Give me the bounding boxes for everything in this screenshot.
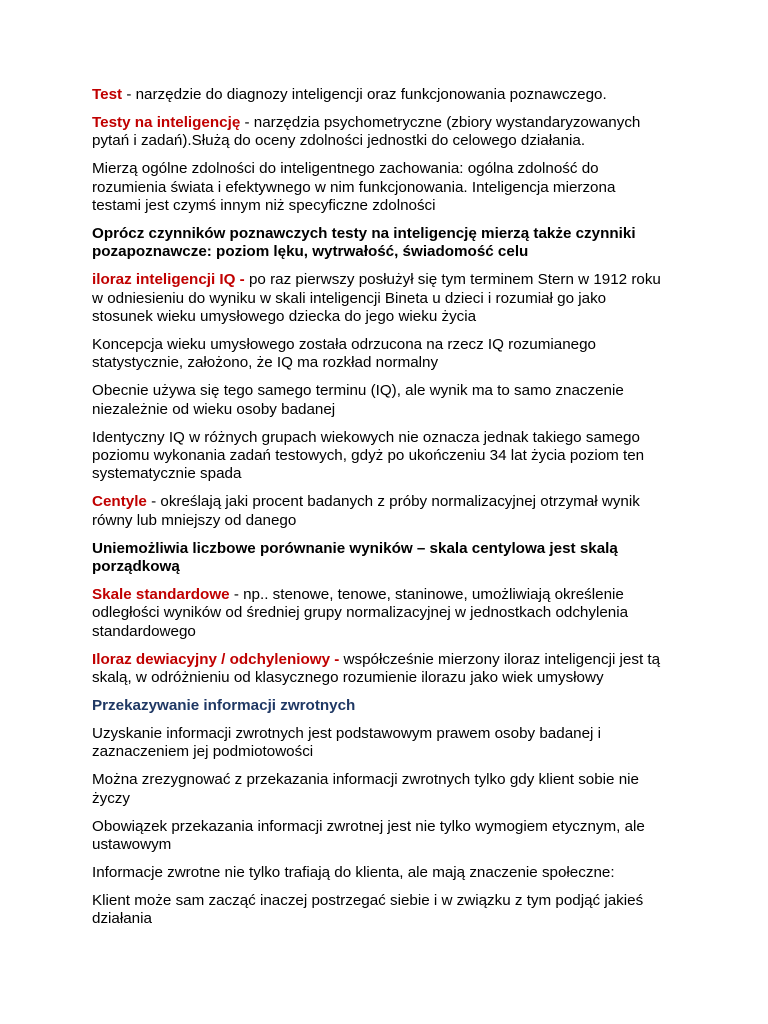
section-heading-feedback: Przekazywanie informacji zwrotnych <box>92 696 356 714</box>
paragraph-line: systematycznie spada <box>92 465 242 483</box>
paragraph-line: ustawowym <box>92 835 172 853</box>
paragraph-noncognitive-factors <box>92 225 692 262</box>
paragraph-line: Obowiązek przekazania informacji zwrotnej jest nie tylko wymogiem etycznym, ale <box>92 817 645 835</box>
paragraph-iq <box>92 271 692 326</box>
term-deviation-iq: Iloraz dewiacyjny / odchyleniowy - <box>92 650 340 668</box>
paragraph-line: Mierzą ogólne zdolności do inteligentnego zachowania: ogólna zdolność do <box>92 160 599 178</box>
paragraph-percentiles <box>92 493 692 530</box>
paragraph-line: poziomu wykonania zadań testowych, gdyż po ukończeniu 34 lat życia poziom ten <box>92 447 645 464</box>
term-intelligence-tests: Testy na inteligencję <box>92 113 241 131</box>
paragraph-client-perception <box>92 892 692 929</box>
paragraph-line: porządkową <box>92 558 180 576</box>
paragraph-line: skalą, w odróżnieniu od klasycznego rozumienie ilorazu jako wiek umysłowy <box>92 669 604 687</box>
paragraph-test-definition <box>92 86 692 104</box>
paragraph-feedback-obligation <box>92 818 692 855</box>
paragraph-feedback-social <box>92 864 692 882</box>
paragraph-identical-iq <box>92 429 692 484</box>
paragraph-line: odległości wyników od średniej grupy normalizacyjnej w jednostkach odchylenia <box>92 604 629 622</box>
paragraph-line: Uniemożliwia liczbowe porównanie wyników – skala centylowa jest skalą <box>92 539 618 557</box>
document-page <box>92 86 692 938</box>
paragraph-line: Identyczny IQ w różnych grupach wiekowych nie oznacza jednak takiego samego <box>92 428 640 446</box>
term-iq: iloraz inteligencji IQ - <box>92 271 245 289</box>
paragraph-line: - określają jaki procent badanych z próby normalizacyjnej otrzymał wynik <box>146 493 640 511</box>
paragraph-line: Oprócz czynników poznawczych testy na inteligencję mierzą także czynniki <box>92 224 636 242</box>
term-percentiles: Centyle <box>92 493 147 511</box>
paragraph-line: Informacje zwrotne nie tylko trafiają do klienta, ale mają znaczenie społeczne: <box>92 863 615 881</box>
paragraph-line: niezależnie od wieku osoby badanej <box>92 400 336 418</box>
paragraph-line: statystycznie, założono, że IQ ma rozkład normalny <box>92 354 439 372</box>
paragraph-standard-scales <box>92 586 692 641</box>
paragraph-line: - np.. stenowe, tenowe, staninowe, umożliwiają określenie <box>229 585 624 603</box>
paragraph-line: standardowego <box>92 622 196 640</box>
term-test: Test <box>92 86 123 103</box>
paragraph-mental-age <box>92 336 692 373</box>
paragraph-line: stosunek wieku umysłowego dziecka do jego wieku życia <box>92 308 477 326</box>
paragraph-line: działania <box>92 910 152 928</box>
paragraph-line: równy lub mniejszy od danego <box>92 511 297 529</box>
paragraph-line: Obecnie używa się tego samego terminu (IQ), ale wynik ma to samo znaczenie <box>92 382 624 400</box>
paragraph-general-abilities <box>92 160 692 215</box>
term-standard-scales: Skale standardowe <box>92 585 230 603</box>
paragraph-line: pytań i zadań).Służą do oceny zdolności jednostki do celowego działania. <box>92 132 586 150</box>
paragraph-line: zaznaczeniem jej podmiotowości <box>92 743 314 761</box>
paragraph-deviation-iq <box>92 651 692 688</box>
paragraph-line: rozumienia świata i efektywnego w nim funkcjonowania. Inteligencja mierzona <box>92 178 616 196</box>
paragraph-line: Można zrezygnować z przekazania informacji zwrotnych tylko gdy klient sobie nie <box>92 771 639 789</box>
paragraph-intelligence-tests <box>92 114 692 151</box>
paragraph-line: Uzyskanie informacji zwrotnych jest podstawowym prawem osoby badanej i <box>92 724 601 742</box>
paragraph-same-term <box>92 382 692 419</box>
paragraph-line: Klient może sam zacząć inaczej postrzegać siebie i w związku z tym podjąć jakieś <box>92 891 644 909</box>
paragraph-line: testami jest czymś innym niż specyficzne zdolności <box>92 197 436 215</box>
paragraph-feedback-waive <box>92 771 692 808</box>
paragraph-line: po raz pierwszy posłużył się tym terminem Stern w 1912 roku <box>244 271 661 289</box>
paragraph-line: Koncepcja wieku umysłowego została odrzucona na rzecz IQ rozumianego <box>92 335 596 353</box>
paragraph-line: współcześnie mierzony iloraz inteligencji jest tą <box>339 650 661 668</box>
paragraph-line: - narzędzia psychometryczne (zbiory wystandaryzowanych <box>240 113 641 131</box>
paragraph-line: pozapoznawcze: poziom lęku, wytrwałość, świadomość celu <box>92 243 529 261</box>
paragraph-line: w odniesieniu do wyniku w skali inteligencji Bineta u dzieci i rozumiał go jako <box>92 289 607 307</box>
paragraph-text: - narzędzie do diagnozy inteligencji oraz funkcjonowania poznawczego. <box>122 86 607 103</box>
paragraph-feedback-right <box>92 725 692 762</box>
paragraph-line: życzy <box>92 789 130 807</box>
paragraph-ordinal-scale <box>92 540 692 577</box>
